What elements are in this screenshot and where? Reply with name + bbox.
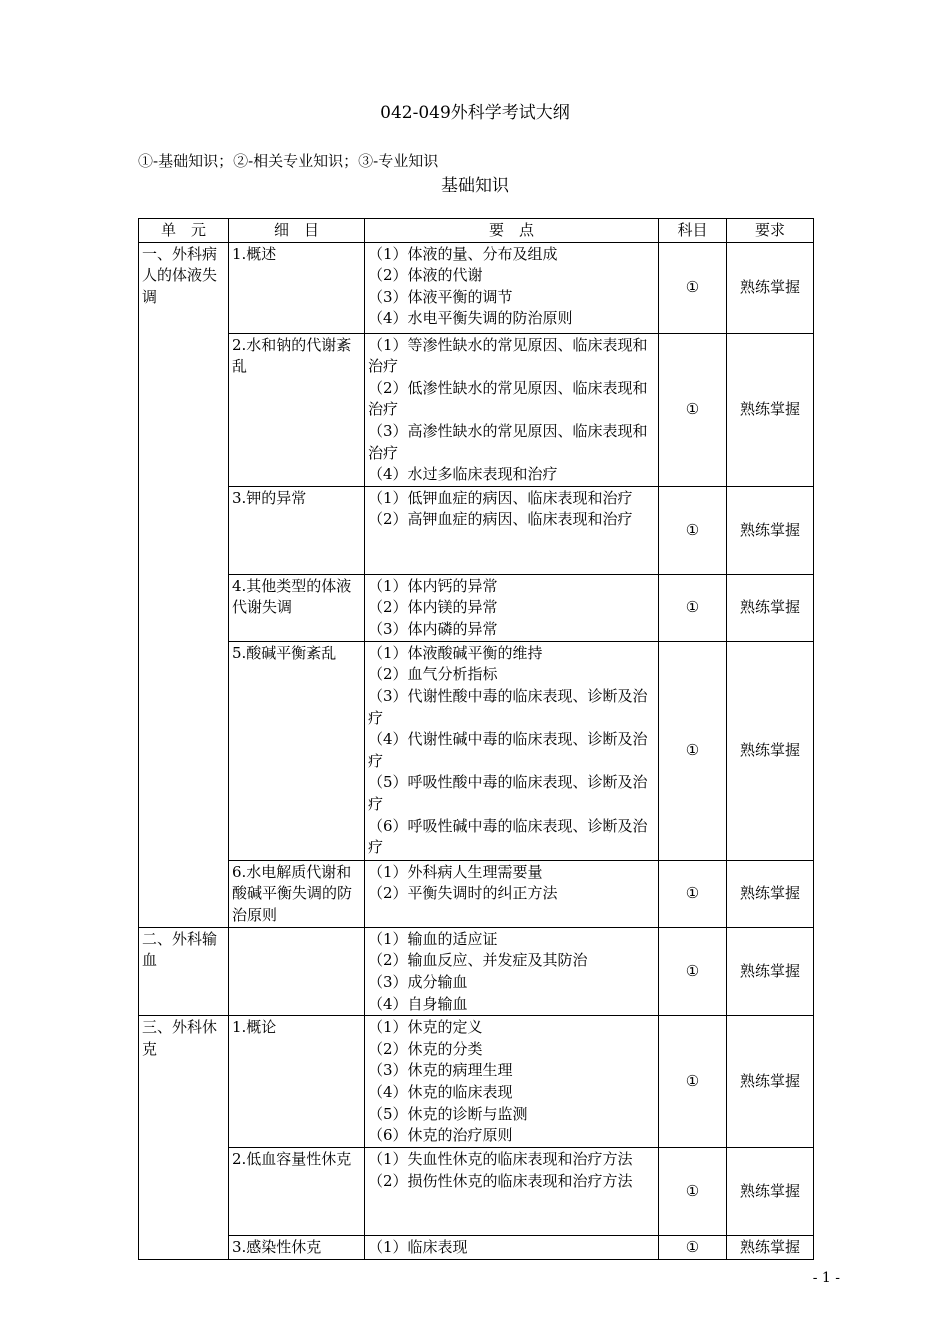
point-text: （1）等渗性缺水的常见原因、临床表现和治疗: [368, 335, 648, 376]
subject-cell: ①: [659, 1148, 727, 1236]
requirement-cell: 熟练掌握: [727, 574, 814, 641]
item-cell: [229, 927, 365, 1015]
table-row: [139, 333, 814, 486]
table-row: [139, 242, 814, 333]
table-row: [139, 486, 814, 574]
subject-cell: ①: [659, 333, 727, 486]
section-title: 基础知识: [441, 176, 509, 196]
syllabus-table: [138, 218, 814, 1260]
unit-cell: 二、外科输血: [139, 927, 229, 1015]
points-cell: [365, 1016, 659, 1148]
point-text: （5）休克的诊断与监测: [368, 1104, 528, 1123]
subject-cell: ①: [659, 641, 727, 860]
header-requirement: 要求: [727, 219, 814, 243]
table-row: [139, 1016, 814, 1148]
table-header-row: [139, 219, 814, 243]
subject-cell: ①: [659, 860, 727, 927]
requirement-cell: 熟练掌握: [727, 927, 814, 1015]
point-text: （2）低渗性缺水的常见原因、临床表现和治疗: [368, 378, 648, 419]
points-cell: [365, 574, 659, 641]
subject-cell: ①: [659, 486, 727, 574]
point-text: （5）呼吸性酸中毒的临床表现、诊断及治疗: [368, 773, 648, 813]
table-row: [139, 1236, 814, 1260]
point-text: （4）水过多临床表现和治疗: [368, 465, 558, 484]
unit-cell: 三、外科休克: [139, 1016, 229, 1260]
document-title: 042-049外科学考试大纲: [380, 103, 570, 123]
header-unit: 单 元: [139, 219, 229, 243]
point-text: （2）体液的代谢: [368, 266, 483, 285]
subject-cell: ①: [659, 242, 727, 333]
point-text: （1）休克的定义: [368, 1018, 483, 1037]
point-text: （3）体内磷的异常: [368, 619, 498, 638]
point-text: （2）血气分析指标: [368, 665, 498, 684]
requirement-cell: 熟练掌握: [727, 486, 814, 574]
table-row: [139, 574, 814, 641]
requirement-cell: 熟练掌握: [727, 242, 814, 333]
subject-cell: ①: [659, 1016, 727, 1148]
requirement-cell: 熟练掌握: [727, 333, 814, 486]
points-cell: [365, 641, 659, 860]
subject-legend: ①-基础知识；②-相关专业知识；③-专业知识: [138, 152, 439, 170]
point-text: （6）呼吸性碱中毒的临床表现、诊断及治疗: [368, 816, 648, 857]
point-text: （3）休克的病理生理: [368, 1061, 513, 1080]
item-cell: 1.概论: [229, 1016, 365, 1148]
requirement-cell: 熟练掌握: [727, 641, 814, 860]
point-text: （3）成分输血: [368, 972, 468, 991]
point-text: （6）休克的治疗原则: [368, 1126, 513, 1145]
requirement-cell: 熟练掌握: [727, 860, 814, 927]
points-cell: [365, 333, 659, 486]
point-text: （2）输血反应、并发症及其防治: [368, 951, 588, 970]
point-text: （1）输血的适应证: [368, 929, 498, 948]
page-number: - 1 -: [812, 1270, 840, 1286]
point-text: （1）临床表现: [368, 1238, 468, 1257]
item-cell: 3.钾的异常: [229, 486, 365, 574]
point-text: （4）休克的临床表现: [368, 1082, 513, 1101]
point-text: （1）外科病人生理需要量: [368, 862, 543, 881]
table-row: [139, 927, 814, 1015]
table-row: [139, 1148, 814, 1236]
point-text: （1）体液的量、分布及组成: [368, 244, 558, 263]
unit-cell: 一、外科病人的体液失调: [139, 242, 229, 927]
point-text: （4）代谢性碱中毒的临床表现、诊断及治疗: [368, 730, 648, 770]
header-points: 要 点: [365, 219, 659, 243]
point-text: （3）代谢性酸中毒的临床表现、诊断及治疗: [368, 686, 648, 727]
requirement-cell: 熟练掌握: [727, 1016, 814, 1148]
points-cell: [365, 486, 659, 574]
point-text: （3）高渗性缺水的常见原因、临床表现和治疗: [368, 421, 648, 462]
header-item: 细 目: [229, 219, 365, 243]
subject-cell: ①: [659, 574, 727, 641]
points-cell: [365, 927, 659, 1015]
item-cell: 2.低血容量性休克: [229, 1148, 365, 1236]
subject-cell: ①: [659, 1236, 727, 1260]
point-text: （1）体内钙的异常: [368, 576, 498, 595]
table-row: [139, 860, 814, 927]
syllabus-body: [139, 242, 814, 1260]
item-cell: 4.其他类型的体液代谢失调: [229, 574, 365, 641]
table-row: [139, 641, 814, 860]
point-text: （1）体液酸碱平衡的维持: [368, 643, 543, 662]
requirement-cell: 熟练掌握: [727, 1236, 814, 1260]
point-text: （3）体液平衡的调节: [368, 287, 513, 306]
points-cell: [365, 242, 659, 333]
item-cell: 1.概述: [229, 242, 365, 333]
point-text: （4）自身输血: [368, 994, 468, 1013]
point-text: （1）低钾血症的病因、临床表现和治疗: [368, 488, 633, 507]
point-text: （2）休克的分类: [368, 1039, 483, 1058]
item-cell: 3.感染性休克: [229, 1236, 365, 1260]
point-text: （2）高钾血症的病因、临床表现和治疗: [368, 510, 633, 529]
point-text: （4）水电平衡失调的防治原则: [368, 309, 573, 328]
points-cell: [365, 1236, 659, 1260]
item-cell: 2.水和钠的代谢紊乱: [229, 333, 365, 486]
point-text: （2）平衡失调时的纠正方法: [368, 884, 558, 903]
point-text: （2）损伤性休克的临床表现和治疗方法: [368, 1171, 633, 1190]
point-text: （2）体内镁的异常: [368, 598, 498, 617]
requirement-cell: 熟练掌握: [727, 1148, 814, 1236]
subject-cell: ①: [659, 927, 727, 1015]
points-cell: [365, 1148, 659, 1236]
item-cell: 5.酸碱平衡紊乱: [229, 641, 365, 860]
item-cell: 6.水电解质代谢和酸碱平衡失调的防治原则: [229, 860, 365, 927]
point-text: （1）失血性休克的临床表现和治疗方法: [368, 1150, 633, 1169]
points-cell: [365, 860, 659, 927]
header-subject: 科目: [659, 219, 727, 243]
